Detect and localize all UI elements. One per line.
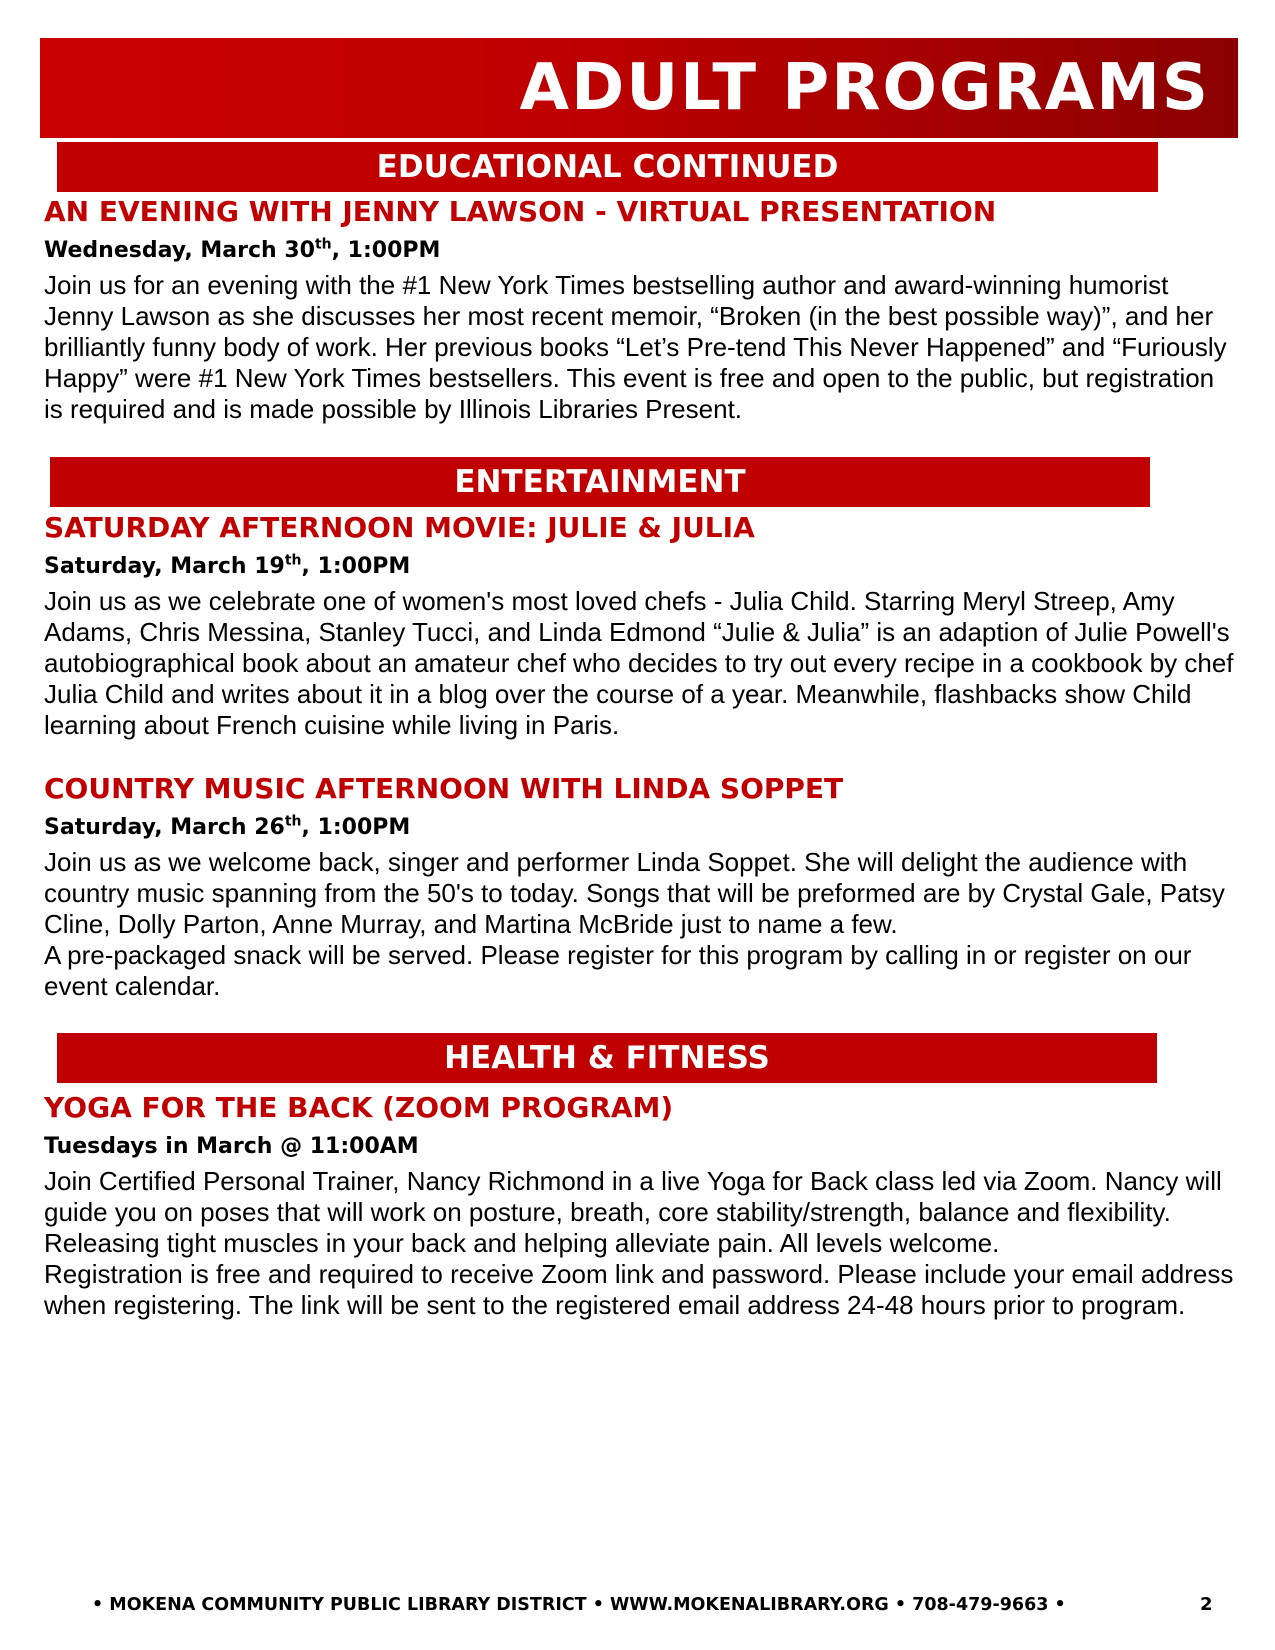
section-header-health-fitness: HEALTH & FITNESS — [57, 1033, 1157, 1083]
page-number: 2 — [1200, 1594, 1213, 1615]
section-header-educational: EDUCATIONAL CONTINUED — [57, 142, 1158, 192]
event-date-julie-julia: Saturday, March 19th, 1:00PM — [44, 552, 411, 579]
event-description-yoga — [44, 1166, 1234, 1321]
event-paragraph: Join Certified Personal Trainer, Nancy Richmond in a live Yoga for Back class led via Zoom. Nancy will guide you on poses that will work on posture, breath, core stability/strength, balance and flexibility. Releasing tight muscles in your back and helping alleviate pain. All levels welcome. — [44, 1166, 1222, 1258]
event-paragraph: A pre-packaged snack will be served. Please register for this program by calling in or register on our event calendar. — [44, 940, 1192, 1001]
event-date-linda-soppet: Saturday, March 26th, 1:00PM — [44, 813, 411, 840]
event-title-julie-julia: SATURDAY AFTERNOON MOVIE: JULIE & JULIA — [44, 511, 755, 544]
event-description-jenny-lawson — [44, 270, 1234, 425]
event-paragraph: Join us as we welcome back, singer and performer Linda Soppet. She will delight the audience with country music spanning from the 50's to today. Songs that will be preformed are by Crystal Gale, Patsy Cline, Dolly Parton, Anne Murray, and Martina McBride just to name a few. — [44, 847, 1225, 939]
event-paragraph: Join us as we celebrate one of women's most loved chefs - Julia Child. Starring Meryl Streep, Amy Adams, Chris Messina, Stanley Tucci, and Linda Edmond “Julie & Julia” is an adaption of Julie Powell's autobiographical book about an amateur chef who decides to try out every recipe in a cookbook by chef Julia Child and writes about it in a blog over the course of a year. Meanwhile, flashbacks show Child learning about French cuisine while living in Paris. — [44, 586, 1234, 740]
event-date-yoga: Tuesdays in March @ 11:00AM — [44, 1134, 419, 1159]
section-header-entertainment: ENTERTAINMENT — [50, 457, 1150, 507]
event-paragraph: Registration is free and required to receive Zoom link and password. Please include your email address when registering. The link will be sent to the registered email address 24-48 hours prior to program. — [44, 1259, 1234, 1320]
event-title-linda-soppet: COUNTRY MUSIC AFTERNOON WITH LINDA SOPPET — [44, 772, 844, 805]
event-description-linda-soppet — [44, 847, 1234, 1002]
event-title-yoga: YOGA FOR THE BACK (ZOOM PROGRAM) — [44, 1091, 674, 1124]
page-title: ADULT PROGRAMS — [519, 51, 1210, 125]
event-date-jenny-lawson: Wednesday, March 30th, 1:00PM — [44, 236, 441, 263]
header-banner — [40, 38, 1238, 138]
event-description-julie-julia — [44, 586, 1234, 741]
event-title-jenny-lawson: AN EVENING WITH JENNY LAWSON - VIRTUAL PRESENTATION — [44, 195, 997, 228]
event-paragraph: Join us for an evening with the #1 New York Times bestselling author and award-winning humorist Jenny Lawson as she discusses her most recent memoir, “Broken (in the best possible way)”, and her brilliantly funny body of work. Her previous books “Let’s Pre-tend This Never Happened” and “Furiously Happy” were #1 New York Times bestsellers. This event is free and open to the public, but registration is required and is made possible by Illinois Libraries Present. — [44, 270, 1227, 424]
footer-contact-line: • MOKENA COMMUNITY PUBLIC LIBRARY DISTRICT • WWW.MOKENALIBRARY.ORG • 708-479-9663 • — [92, 1595, 1066, 1615]
